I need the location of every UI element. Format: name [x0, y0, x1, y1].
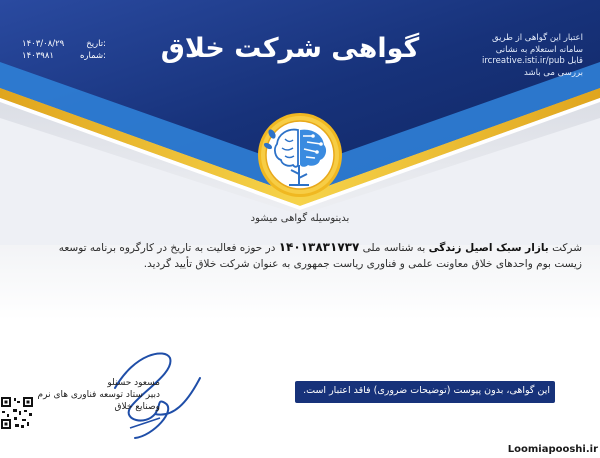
- certificate-title: گواهی شرکت خلاق: [160, 33, 420, 64]
- national-id: ۱۴۰۱۳۸۳۱۷۳۷: [278, 240, 360, 254]
- verification-url-line: ircreative.isti.ir/pub قابل: [482, 56, 583, 67]
- verification-line: سامانه استعلام به نشانی: [495, 44, 583, 55]
- verification-line: اعتبار این گواهی از طریق: [491, 33, 583, 43]
- date-label: تاریخ:: [86, 39, 106, 49]
- validity-notice: این گواهی، بدون پیوست (توضیحات ضروری) فاقد اعتبار است.: [303, 385, 550, 396]
- number-value: ۱۴۰۳۹۸۱: [22, 51, 54, 61]
- verification-line: بررسی می باشد: [524, 67, 583, 78]
- signer-block: [37, 377, 160, 413]
- signer-title: وصنایع خلاق: [114, 402, 160, 412]
- brain-tree-emblem: [233, 112, 367, 202]
- company-name: بازار سبک اصیل زندگی: [428, 242, 549, 254]
- certificate-body: [28, 239, 582, 272]
- signer-name: مسعود حسنلو: [107, 378, 160, 388]
- date-number-block: [22, 38, 106, 62]
- qr-code: [0, 396, 34, 430]
- date-value: ۱۴۰۳/۰۸/۲۹: [22, 39, 65, 49]
- body-middle: به شناسه ملی: [362, 242, 426, 254]
- hereby-line: بدینوسیله گواهی میشود: [250, 213, 350, 224]
- verification-note: [455, 33, 583, 79]
- body-prefix: شرکت: [552, 242, 582, 254]
- number-label: شماره:: [79, 51, 106, 61]
- signer-title: دبیر ستاد توسعه فناوری های نرم: [37, 390, 160, 400]
- watermark: Loomiapooshi.ir: [507, 444, 598, 455]
- body-rest: در حوزه فعالیت به تاریخ در کارگروه برنامه توسعه زیست بوم واحدهای خلاق معاونت علمی و فناوری ریاست جمهوری به عنوان شرکت خلاق تأیید گردید.: [58, 242, 582, 270]
